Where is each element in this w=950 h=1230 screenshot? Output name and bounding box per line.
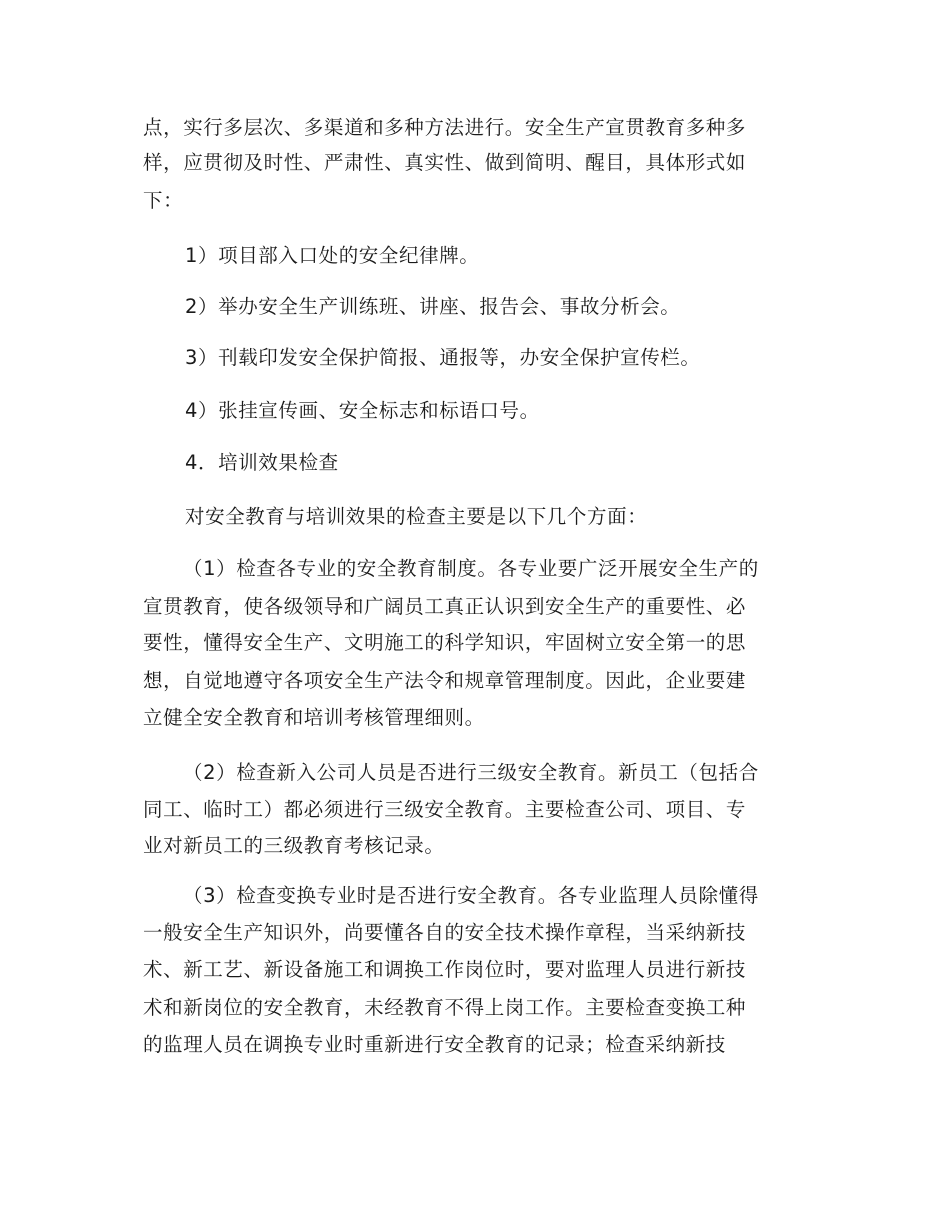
body-text-line: （1）检查各专业的安全教育制度。各专业要广泛开展安全生产的: [183, 557, 759, 580]
body-text-line: 想，自觉地遵守各项安全生产法令和规章管理制度。因此，企业要建: [143, 669, 747, 692]
body-text-line: 的监理人员在调换专业时重新进行安全教育的记录；检查采纳新技: [143, 1033, 726, 1056]
list-item: 2）举办安全生产训练班、讲座、报告会、事故分析会。: [185, 295, 681, 318]
body-text-line: 下：: [143, 189, 184, 212]
body-text-line: （3）检查变换专业时是否进行安全教育。各专业监理人员除懂得: [183, 884, 759, 907]
section-heading: 4．培训效果检查: [185, 451, 339, 474]
body-text-line: 术、新工艺、新设备施工和调换工作岗位时，要对监理人员进行新技: [143, 958, 747, 981]
body-text-line: 样，应贯彻及时性、严肃性、真实性、做到简明、醒目，具体形式如: [143, 151, 747, 174]
body-text-line: 业对新员工的三级教育考核记录。: [143, 834, 445, 857]
body-text-line: 宣贯教育，使各级领导和广阔员工真正认识到安全生产的重要性、必: [143, 595, 747, 618]
body-text-line: 立健全安全教育和培训考核管理细则。: [143, 706, 485, 729]
body-text-line: 术和新岗位的安全教育，未经教育不得上岗工作。主要检查变换工种: [143, 996, 747, 1019]
body-text-line: 点，实行多层次、多渠道和多种方法进行。安全生产宣贯教育多种多: [143, 116, 747, 139]
body-text-line: 对安全教育与培训效果的检查主要是以下几个方面：: [185, 505, 648, 528]
list-item: 3）刊载印发安全保护简报、通报等，办安全保护宣传栏。: [185, 346, 701, 369]
body-text-line: 要性，懂得安全生产、文明施工的科学知识，牢固树立安全第一的思: [143, 631, 747, 654]
list-item: 1）项目部入口处的安全纪律牌。: [185, 244, 480, 267]
body-text-line: 同工、临时工）都必须进行三级安全教育。主要检查公司、项目、专: [143, 798, 747, 821]
body-text-line: 一般安全生产知识外，尚要懂各自的安全技术操作章程，当采纳新技: [143, 921, 747, 944]
body-text-line: （2）检查新入公司人员是否进行三级安全教育。新员工（包括合: [183, 761, 759, 784]
list-item: 4）张挂宣传画、安全标志和标语口号。: [185, 399, 540, 422]
